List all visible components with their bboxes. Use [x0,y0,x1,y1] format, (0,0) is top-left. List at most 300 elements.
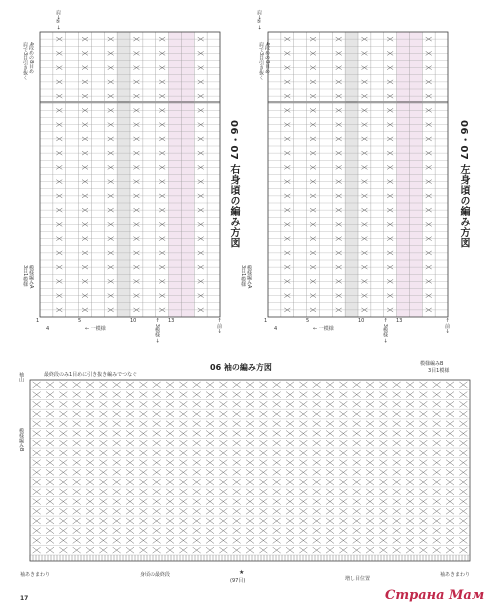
cross-stitch [339,401,347,407]
cross-stitch [393,489,401,495]
cross-stitch [59,460,67,466]
cross-stitch [459,430,467,436]
cross-stitch [59,401,67,407]
cross-stitch [126,499,134,505]
cross-stitch [446,430,454,436]
cross-stitch [113,411,121,417]
cross-stitch [353,518,361,524]
cross-stitch [339,440,347,446]
cross-stitch [286,499,294,505]
cross-stitch [326,499,334,505]
cross-stitch [299,489,307,495]
cross-stitch [113,421,121,427]
cross-stitch [313,479,321,485]
cross-stitch [326,430,334,436]
cross-stitch [179,421,187,427]
cross-stitch [233,411,241,417]
cross-stitch [286,508,294,514]
cross-stitch [299,421,307,427]
cross-stitch [366,479,374,485]
cross-stitch [59,469,67,475]
cross-stitch [59,528,67,534]
sleeve-bottom-left: 袖あきまわり [20,572,51,578]
cross-stitch [353,499,361,505]
cross-stitch [406,499,414,505]
cross-stitch [33,440,41,446]
cross-stitch [33,528,41,534]
cross-stitch [459,537,467,543]
cross-stitch [299,411,307,417]
cross-stitch [286,450,294,456]
cross-stitch [379,430,387,436]
cross-stitch [193,382,201,388]
cross-stitch [259,460,267,466]
cross-stitch [139,401,147,407]
left-body-title: 06・07 左身頃の編み方図 [458,120,469,249]
cross-stitch [246,479,254,485]
cross-stitch [73,547,81,553]
cross-stitch [113,450,121,456]
cross-stitch [99,450,107,456]
cross-stitch [273,469,281,475]
cross-stitch [326,382,334,388]
cross-stitch [366,537,374,543]
cross-stitch [113,479,121,485]
cross-stitch [326,528,334,534]
cross-stitch [73,421,81,427]
cross-stitch [459,401,467,407]
cross-stitch [153,508,161,514]
cross-stitch [166,421,174,427]
cross-stitch [286,440,294,446]
cross-stitch [459,489,467,495]
cross-stitch [273,537,281,543]
cross-stitch [206,460,214,466]
cross-stitch [206,489,214,495]
cross-stitch [339,411,347,417]
sleeve-top-right-a: 模様編みB [420,361,444,367]
cross-stitch [126,450,134,456]
cross-stitch [419,401,427,407]
cross-stitch [99,518,107,524]
cross-stitch [379,392,387,398]
cross-stitch [86,430,94,436]
cross-stitch [206,499,214,505]
cross-stitch [393,440,401,446]
cross-stitch [73,499,81,505]
sleeve-bottom-2: (97目) [230,578,246,584]
cross-stitch [206,537,214,543]
cross-stitch [393,547,401,553]
cross-stitch [259,508,267,514]
cross-stitch [126,430,134,436]
cross-stitch [286,489,294,495]
cross-stitch [73,537,81,543]
cross-stitch [433,508,441,514]
cross-stitch [179,401,187,407]
cross-stitch [446,450,454,456]
cross-stitch [233,499,241,505]
cross-stitch [46,440,54,446]
cross-stitch [353,382,361,388]
cross-stitch [446,499,454,505]
cross-stitch [273,382,281,388]
cross-stitch [433,469,441,475]
cross-stitch [86,469,94,475]
cross-stitch [99,411,107,417]
cross-stitch [446,411,454,417]
cross-stitch [126,421,134,427]
cross-stitch [259,392,267,398]
cross-stitch [353,392,361,398]
cross-stitch [166,460,174,466]
cross-stitch [433,479,441,485]
cross-stitch [99,479,107,485]
cross-stitch [206,528,214,534]
cross-stitch [366,440,374,446]
cross-stitch [433,392,441,398]
cross-stitch [313,392,321,398]
cross-stitch [166,528,174,534]
cross-stitch [219,450,227,456]
cross-stitch [139,518,147,524]
cross-stitch [246,508,254,514]
cross-stitch [193,508,201,514]
cross-stitch [446,528,454,534]
cross-stitch [313,547,321,553]
cross-stitch [459,479,467,485]
cross-stitch [379,547,387,553]
cross-stitch [326,537,334,543]
cross-stitch [379,469,387,475]
cross-stitch [379,401,387,407]
cross-stitch [326,508,334,514]
cross-stitch [219,489,227,495]
cross-stitch [139,430,147,436]
cross-stitch [139,537,147,543]
cross-stitch [126,392,134,398]
cross-stitch [286,401,294,407]
cross-stitch [273,440,281,446]
cross-stitch [86,479,94,485]
cross-stitch [459,382,467,388]
cross-stitch [46,508,54,514]
cross-stitch [153,382,161,388]
cross-stitch [313,499,321,505]
cross-stitch [179,547,187,553]
cross-stitch [113,440,121,446]
cross-stitch [459,528,467,534]
cross-stitch [446,460,454,466]
cross-stitch [419,508,427,514]
cross-stitch [179,479,187,485]
cross-stitch [326,469,334,475]
cross-stitch [219,469,227,475]
cross-stitch [379,537,387,543]
cross-stitch [406,421,414,427]
cross-stitch [113,401,121,407]
cross-stitch [139,460,147,466]
cross-stitch [246,392,254,398]
cross-stitch [446,489,454,495]
cross-stitch [179,528,187,534]
cross-stitch [153,430,161,436]
cross-stitch [313,421,321,427]
cross-stitch [446,508,454,514]
cross-stitch [353,537,361,543]
cross-stitch [46,460,54,466]
cross-stitch [193,469,201,475]
cross-stitch [166,440,174,446]
cross-stitch [73,450,81,456]
cross-stitch [419,537,427,543]
cross-stitch [393,421,401,427]
cross-stitch [219,392,227,398]
top-label: 肩→⑤→ [55,10,61,30]
cross-stitch [419,450,427,456]
cross-stitch [166,508,174,514]
cross-stitch [59,489,67,495]
cross-stitch [139,411,147,417]
cross-stitch [259,450,267,456]
cross-stitch [273,547,281,553]
cross-stitch [353,547,361,553]
cross-stitch [153,528,161,534]
cross-stitch [273,508,281,514]
cross-stitch [73,460,81,466]
cross-stitch [166,547,174,553]
cross-stitch [219,508,227,514]
cross-stitch [286,469,294,475]
cross-stitch [46,411,54,417]
cross-stitch [286,411,294,417]
cross-stitch [139,421,147,427]
cross-stitch [406,460,414,466]
cross-stitch [33,401,41,407]
cross-stitch [259,547,267,553]
cross-stitch [246,537,254,543]
cross-stitch [299,547,307,553]
cross-stitch [326,411,334,417]
cross-stitch [433,499,441,505]
cross-stitch [233,479,241,485]
cross-stitch [446,537,454,543]
cross-stitch [259,479,267,485]
cross-stitch [446,421,454,427]
cross-stitch [353,469,361,475]
cross-stitch [419,499,427,505]
cross-stitch [126,547,134,553]
cross-stitch [153,537,161,543]
cross-stitch [433,547,441,553]
cross-stitch [393,508,401,514]
cross-stitch [139,499,147,505]
cross-stitch [406,382,414,388]
cross-stitch [86,401,94,407]
sleeve-bottom-right: 袖あきまわり [440,572,471,578]
cross-stitch [219,430,227,436]
cross-stitch [419,469,427,475]
cross-stitch [33,479,41,485]
cross-stitch [299,518,307,524]
cross-stitch [313,401,321,407]
sleeve-bottom-1: 身頃の最終段 [140,572,171,578]
cross-stitch [259,440,267,446]
cross-stitch [299,469,307,475]
cross-stitch [46,499,54,505]
cross-stitch [193,411,201,417]
cross-stitch [139,508,147,514]
cross-stitch [113,489,121,495]
cross-stitch [113,460,121,466]
cross-stitch [273,499,281,505]
cross-stitch [193,479,201,485]
cross-stitch [233,450,241,456]
cross-stitch [433,460,441,466]
cross-stitch [339,508,347,514]
cross-stitch [273,430,281,436]
cross-stitch [73,430,81,436]
cross-stitch [193,392,201,398]
cross-stitch [286,460,294,466]
cross-stitch [366,421,374,427]
cross-stitch [459,508,467,514]
cross-stitch [286,479,294,485]
cross-stitch [259,489,267,495]
cross-stitch [246,489,254,495]
cross-stitch [353,440,361,446]
bottom-label-3: 4 [46,326,50,332]
cross-stitch [193,460,201,466]
cross-stitch [259,469,267,475]
cross-stitch [206,382,214,388]
cross-stitch [206,440,214,446]
sleeve-top-right-b: 3目1模様 [428,368,450,374]
bottom-label-3: 4 [274,326,278,332]
cross-stitch [179,499,187,505]
cross-stitch [246,450,254,456]
cross-stitch [419,528,427,534]
cross-stitch [433,450,441,456]
cross-stitch [99,547,107,553]
cross-stitch [179,411,187,417]
bottom-label-2: ← 3模様 → [154,318,160,343]
cross-stitch [406,411,414,417]
left-body-grid [268,32,448,317]
cross-stitch [166,537,174,543]
cross-stitch [233,547,241,553]
cross-stitch [339,489,347,495]
cross-stitch [233,440,241,446]
cross-stitch [33,382,41,388]
cross-stitch [353,421,361,427]
cross-stitch [286,430,294,436]
cross-stitch [259,421,267,427]
cross-stitch [379,479,387,485]
cross-stitch [179,382,187,388]
cross-stitch [286,392,294,398]
cross-stitch [433,401,441,407]
cross-stitch [246,547,254,553]
cross-stitch [273,401,281,407]
cross-stitch [113,537,121,543]
cross-stitch [379,411,387,417]
cross-stitch [99,508,107,514]
cross-stitch [113,528,121,534]
star-icon: ★ [239,569,245,576]
cross-stitch [193,421,201,427]
cross-stitch [459,499,467,505]
cross-stitch [233,421,241,427]
cross-stitch [126,508,134,514]
cross-stitch [153,518,161,524]
cross-stitch [139,382,147,388]
cross-stitch [206,421,214,427]
cross-stitch [33,421,41,427]
cross-stitch [339,499,347,505]
cross-stitch [33,430,41,436]
bottom-num-1: 1 [36,318,40,324]
cross-stitch [446,469,454,475]
cross-stitch [393,430,401,436]
cross-stitch [73,392,81,398]
cross-stitch [219,440,227,446]
cross-stitch [166,479,174,485]
cross-stitch [153,440,161,446]
cross-stitch [193,430,201,436]
cross-stitch [326,489,334,495]
cross-stitch [339,547,347,553]
cross-stitch [246,382,254,388]
side-mark-a: 模様編みA [246,265,252,289]
cross-stitch [339,421,347,427]
cross-stitch [459,411,467,417]
cross-stitch [366,392,374,398]
cross-stitch [73,489,81,495]
cross-stitch [233,518,241,524]
sleeve-left-mid: 模様編みB [18,428,24,452]
cross-stitch [126,489,134,495]
cross-stitch [166,411,174,417]
cross-stitch [313,440,321,446]
cross-stitch [393,450,401,456]
cross-stitch [59,392,67,398]
cross-stitch [179,460,187,466]
cross-stitch [153,421,161,427]
cross-stitch [299,392,307,398]
cross-stitch [126,382,134,388]
cross-stitch [286,421,294,427]
cross-stitch [419,547,427,553]
cross-stitch [86,460,94,466]
cross-stitch [113,430,121,436]
cross-stitch [86,499,94,505]
cross-stitch [59,450,67,456]
cross-stitch [86,440,94,446]
cross-stitch [219,499,227,505]
cross-stitch [353,479,361,485]
cross-stitch [326,450,334,456]
cross-stitch [326,421,334,427]
cross-stitch [99,421,107,427]
cross-stitch [273,392,281,398]
cross-stitch [99,382,107,388]
cross-stitch [393,392,401,398]
cross-stitch [153,479,161,485]
cross-stitch [139,440,147,446]
watermark-logo: Страна Мам [385,588,485,603]
cross-stitch [406,547,414,553]
